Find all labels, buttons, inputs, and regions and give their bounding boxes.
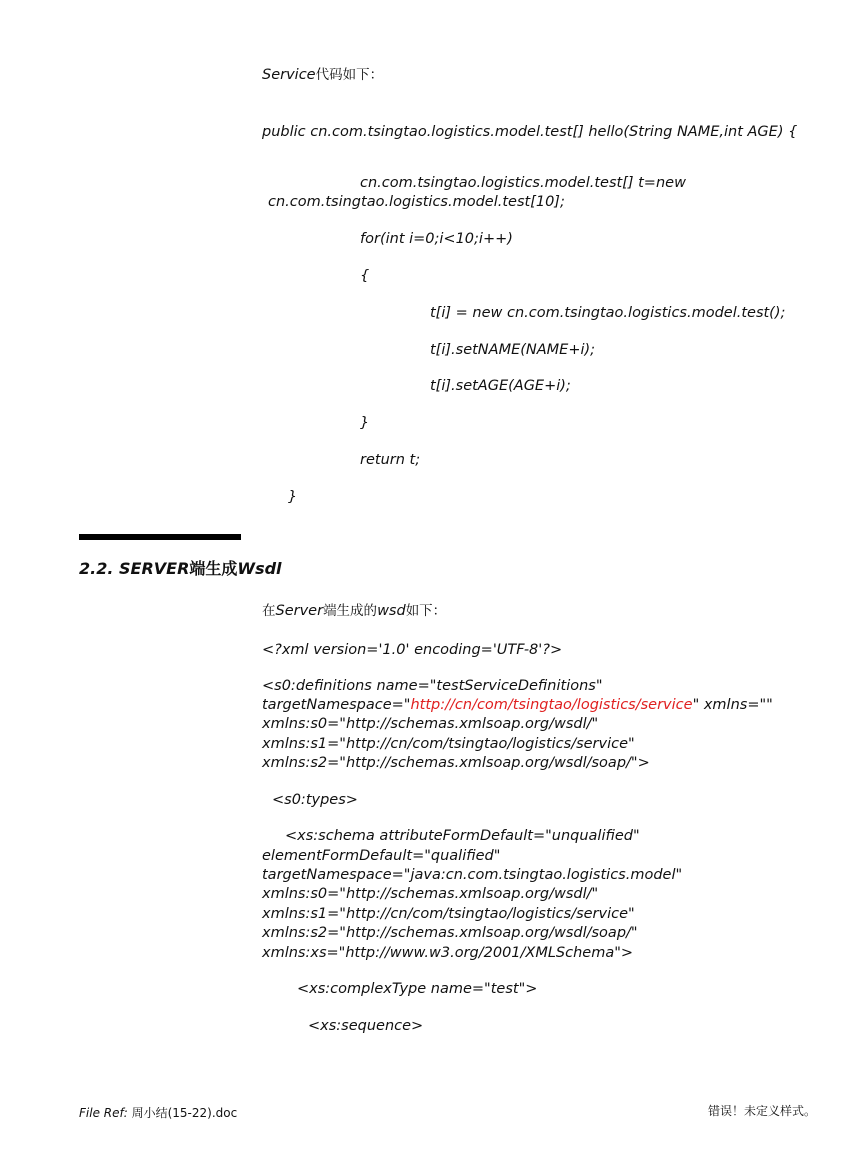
footer-file-ref-label: File Ref: <box>79 1106 128 1120</box>
code-line-method-close: } <box>288 489 298 505</box>
service-intro-cjk: 代码如下： <box>315 67 384 83</box>
wsdl-intro-e: 如下： <box>405 603 447 619</box>
code-line-signature: public cn.com.tsingtao.logistics.model.test[] hello(String NAME,int AGE) { <box>262 124 798 140</box>
wsdl-intro-b: Server <box>275 603 324 619</box>
xml-definitions-line-2 <box>262 696 773 714</box>
xml-schema-line-4: xmlns:s0="http://schemas.xmlsoap.org/wsdl/" <box>262 886 599 902</box>
footer-file-ref <box>79 1104 237 1121</box>
xml-sequence: <xs:sequence> <box>308 1018 424 1034</box>
xml-definitions-line-4: xmlns:s1="http://cn/com/tsingtao/logistics/service" <box>262 736 635 752</box>
section-heading <box>79 556 282 579</box>
wsdl-intro-c: 端生成的 <box>323 603 378 619</box>
code-line-close-brace: } <box>360 415 370 431</box>
service-intro-label: Service <box>262 67 316 83</box>
xml-types: <s0:types> <box>272 792 358 808</box>
xml-schema-line-2: elementFormDefault="qualified" <box>262 848 501 864</box>
wsdl-intro <box>262 602 446 620</box>
code-line-return: return t; <box>360 452 421 468</box>
code-line-array-decl-cont: cn.com.tsingtao.logistics.model.test[10]; <box>268 194 565 210</box>
code-line-array-decl: cn.com.tsingtao.logistics.model.test[] t=new <box>360 175 686 191</box>
section-title-b: 端生成 <box>189 559 238 578</box>
footer-file-ref-name: 周小结(15-22).doc <box>131 1106 238 1120</box>
section-rule <box>79 534 241 540</box>
xml-complex-type: <xs:complexType name="test"> <box>297 981 538 997</box>
service-intro <box>262 66 383 84</box>
code-line-open-brace: { <box>360 268 370 284</box>
xml-xmlns-empty: " xmlns="" <box>692 697 773 713</box>
xml-declaration: <?xml version='1.0' encoding='UTF-8'?> <box>262 642 563 658</box>
xml-schema-line-6: xmlns:s2="http://schemas.xmlsoap.org/wsdl/soap/" <box>262 925 638 941</box>
xml-schema-line-7: xmlns:xs="http://www.w3.org/2001/XMLSchema"> <box>262 945 634 961</box>
xml-schema-line-1: <xs:schema attributeFormDefault="unqualified" <box>285 828 640 844</box>
xml-definitions-line-5: xmlns:s2="http://schemas.xmlsoap.org/wsdl/soap/"> <box>262 755 650 771</box>
section-number: 2.2. <box>79 559 114 578</box>
section-title-c: Wsdl <box>237 559 282 578</box>
xml-target-namespace-attr: targetNamespace=" <box>262 697 411 713</box>
section-title-a: SERVER <box>119 559 190 578</box>
code-line-new-test: t[i] = new cn.com.tsingtao.logistics.model.test(); <box>430 305 786 321</box>
xml-target-namespace-link[interactable]: http://cn/com/tsingtao/logistics/service <box>410 697 693 713</box>
xml-schema-line-5: xmlns:s1="http://cn/com/tsingtao/logistics/service" <box>262 906 635 922</box>
code-line-set-age: t[i].setAGE(AGE+i); <box>430 378 571 394</box>
wsdl-intro-a: 在 <box>262 603 276 619</box>
code-line-for: for(int i=0;i<10;i++) <box>360 231 513 247</box>
xml-schema-line-3: targetNamespace="java:cn.com.tsingtao.logistics.model" <box>262 867 683 883</box>
wsdl-intro-d: wsd <box>377 603 406 619</box>
xml-definitions-line-1: <s0:definitions name="testServiceDefinitions" <box>262 678 603 694</box>
footer-style-error: 错误！未定义样式。 <box>708 1104 817 1118</box>
code-line-set-name: t[i].setNAME(NAME+i); <box>430 342 596 358</box>
xml-definitions-line-3: xmlns:s0="http://schemas.xmlsoap.org/wsdl/" <box>262 716 599 732</box>
